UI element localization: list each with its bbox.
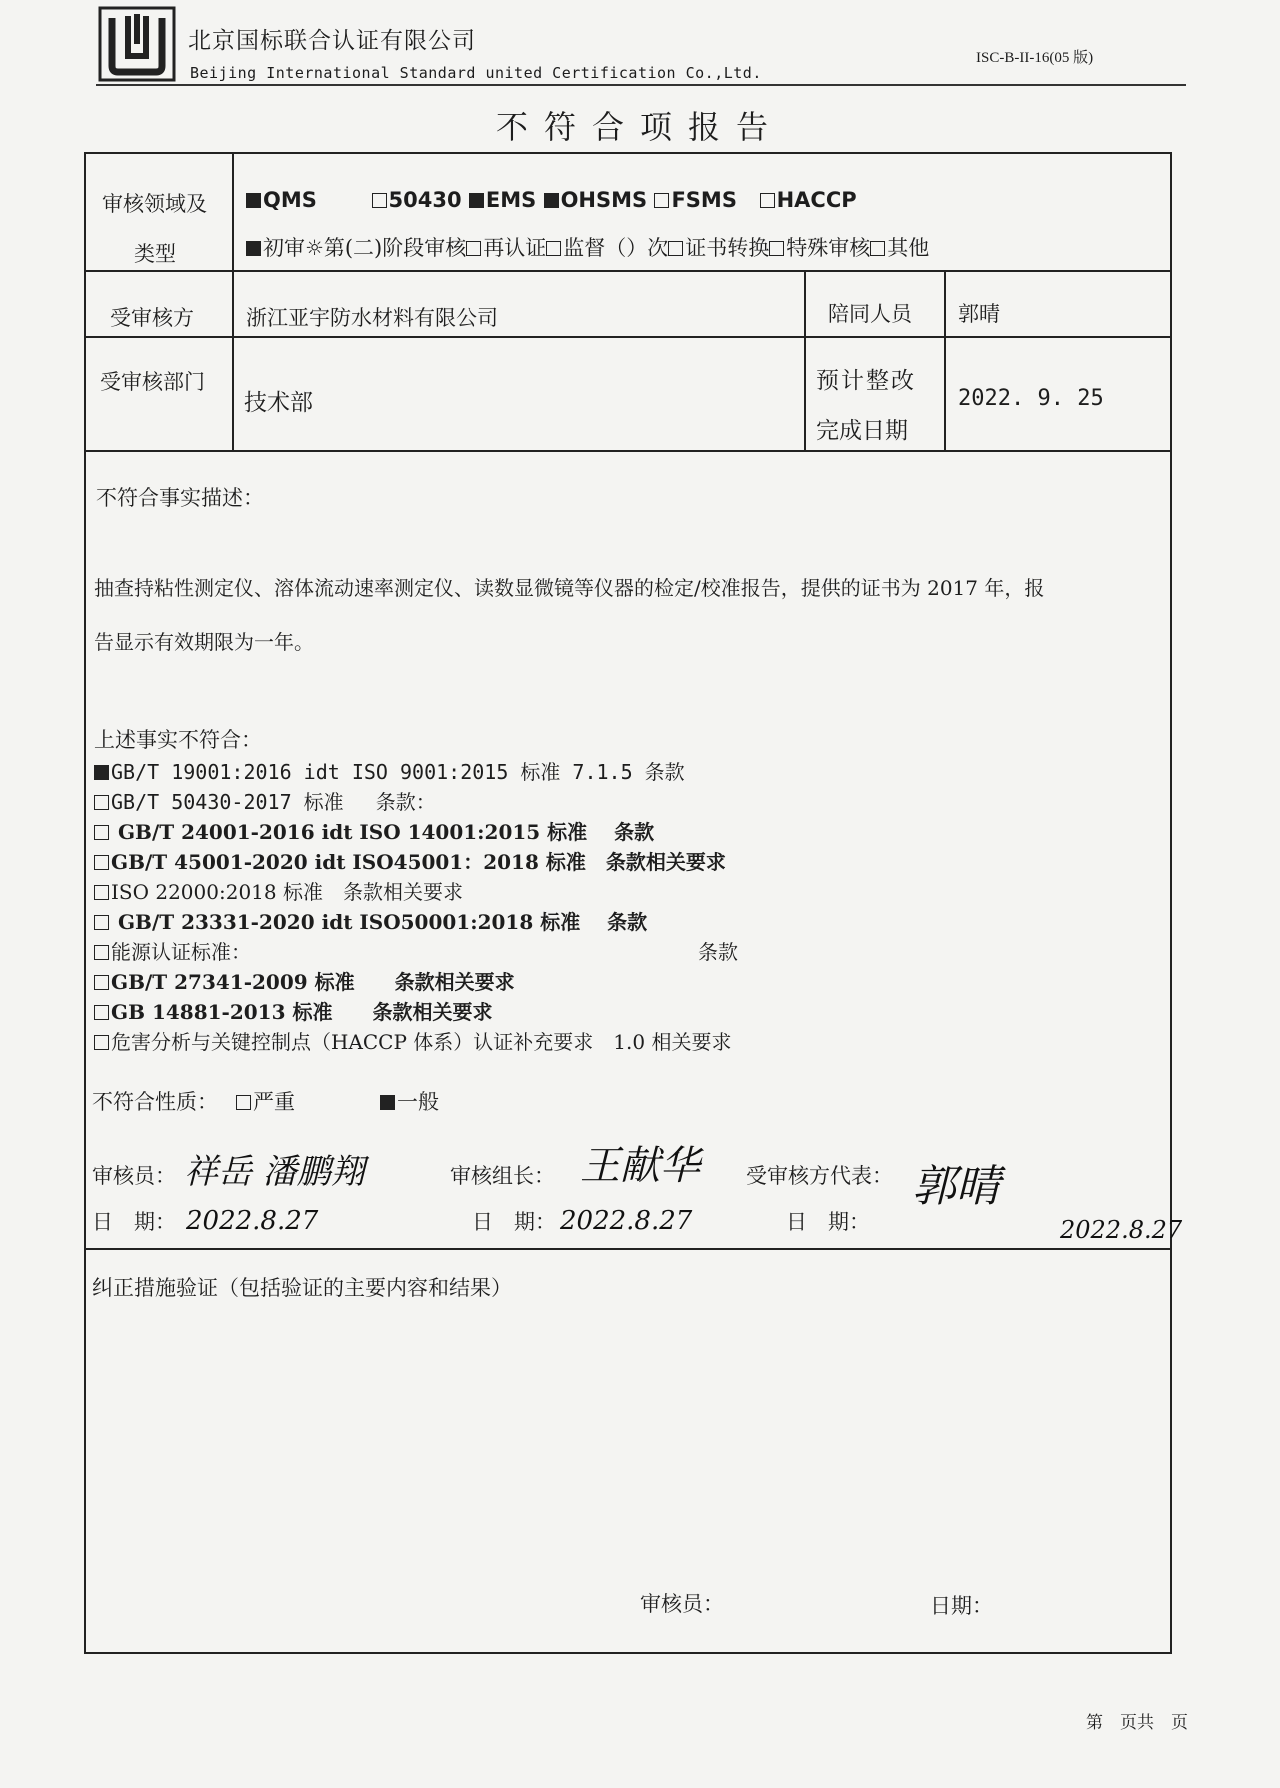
description-label: 不符合事实描述： bbox=[96, 486, 264, 510]
date-label-1: 日 期： bbox=[92, 1210, 176, 1234]
standard-item[interactable]: GB/T 23331-2020 idt ISO50001:2018 标准 条款 bbox=[94, 906, 647, 935]
due-date-label-2: 完成日期 bbox=[816, 418, 908, 444]
date-signature-2: 2022.8.27 bbox=[560, 1206, 693, 1236]
date-signature-3: 2022.8.27 bbox=[1060, 1216, 1183, 1244]
standard-item-suffix: 条款 bbox=[698, 940, 738, 964]
checkbox-checked-icon bbox=[94, 765, 109, 780]
form-code: ISC-B-II-16(05 版) bbox=[976, 50, 1094, 66]
company-name-en: Beijing International Standard united Certification Co.,Ltd. bbox=[190, 64, 762, 82]
type-special-audit[interactable]: 特殊审核 bbox=[769, 236, 870, 260]
sun-marker-icon: ☼ bbox=[305, 236, 324, 260]
rep-signature: 郭晴 bbox=[912, 1161, 1000, 1212]
checkbox-checked-icon bbox=[246, 241, 261, 256]
nature-general[interactable]: 一般 bbox=[380, 1086, 439, 1116]
companion-value: 郭晴 bbox=[958, 302, 1000, 326]
checkbox-empty-icon bbox=[94, 945, 109, 960]
checkbox-empty-icon bbox=[760, 193, 775, 208]
verification-auditor-label: 审核员： bbox=[640, 1592, 724, 1616]
checkbox-checked-icon bbox=[544, 193, 559, 208]
type-recertification[interactable]: 再认证 bbox=[466, 236, 546, 260]
checkbox-checked-icon bbox=[380, 1095, 395, 1110]
due-date-label: 预计整改 bbox=[816, 368, 916, 394]
row-divider bbox=[84, 1248, 1172, 1250]
domain-50430[interactable]: 50430 bbox=[372, 188, 462, 212]
standard-item[interactable]: GB/T 24001-2016 idt ISO 14001:2015 标准 条款 bbox=[94, 816, 654, 845]
auditor-signature: 祥岳 潘鹏翔 bbox=[184, 1152, 365, 1192]
standard-item[interactable]: GB/T 50430-2017 标准 条款： bbox=[94, 786, 436, 815]
checkbox-empty-icon bbox=[546, 241, 561, 256]
standard-item[interactable]: GB 14881-2013 标准 条款相关要求 bbox=[94, 996, 492, 1025]
standard-item[interactable]: 危害分析与关键控制点（HACCP 体系）认证补充要求 1.0 相关要求 bbox=[94, 1026, 731, 1055]
checkbox-empty-icon bbox=[769, 241, 784, 256]
col-divider bbox=[232, 152, 234, 450]
checkbox-empty-icon bbox=[94, 1035, 109, 1050]
isc-logo-icon bbox=[98, 6, 176, 82]
department-label: 受审核部门 bbox=[100, 370, 205, 394]
checkbox-empty-icon bbox=[94, 915, 109, 930]
row-divider bbox=[84, 270, 1172, 272]
row-divider bbox=[84, 450, 1172, 452]
verification-date-label: 日期： bbox=[930, 1594, 993, 1618]
auditor-label: 审核员： bbox=[92, 1164, 176, 1188]
domain-ohsms[interactable]: OHSMS bbox=[544, 188, 648, 212]
nature-severe[interactable]: 严重 bbox=[236, 1086, 295, 1116]
standard-item[interactable]: ISO 22000:2018 标准 条款相关要求 bbox=[94, 876, 463, 905]
domain-haccp[interactable]: HACCP bbox=[760, 188, 857, 212]
auditee-value: 浙江亚宇防水材料有限公司 bbox=[246, 306, 498, 330]
audit-types bbox=[246, 232, 929, 262]
checkbox-empty-icon bbox=[94, 1005, 109, 1020]
company-name-cn: 北京国标联合认证有限公司 bbox=[188, 28, 476, 54]
standards-label: 上述事实不符合： bbox=[94, 728, 262, 752]
domain-ems[interactable]: EMS bbox=[469, 188, 536, 212]
leader-label: 审核组长： bbox=[450, 1164, 555, 1188]
description-line-2: 告显示有效期限为一年。 bbox=[94, 630, 314, 654]
leader-signature: 王献华 bbox=[580, 1143, 700, 1189]
col-divider bbox=[804, 270, 806, 450]
document-title: 不符合项报告 bbox=[495, 108, 784, 146]
nature-label: 不符合性质： bbox=[92, 1090, 218, 1114]
checkbox-empty-icon bbox=[94, 795, 109, 810]
type-initial[interactable]: 初审 bbox=[246, 236, 305, 260]
standard-item[interactable]: GB/T 27341-2009 标准 条款相关要求 bbox=[94, 966, 515, 995]
type-stage-two[interactable]: ☼第(二)阶段审核 bbox=[305, 236, 467, 260]
checkbox-checked-icon bbox=[469, 193, 484, 208]
checkbox-empty-icon bbox=[94, 855, 109, 870]
date-label-3: 日 期： bbox=[786, 1210, 870, 1234]
auditee-label: 受审核方 bbox=[110, 306, 194, 330]
checkbox-empty-icon bbox=[94, 825, 109, 840]
department-value: 技术部 bbox=[244, 390, 313, 416]
checkbox-empty-icon bbox=[94, 885, 109, 900]
type-certificate-transfer[interactable]: 证书转换 bbox=[668, 236, 769, 260]
companion-label: 陪同人员 bbox=[828, 302, 912, 326]
description-line-1: 抽查持粘性测定仪、溶体流动速率测定仪、读数显微镜等仪器的检定/校准报告，提供的证书为 2017 年，报 bbox=[94, 576, 1045, 600]
standard-item[interactable]: 能源认证标准： bbox=[94, 936, 251, 965]
checkbox-empty-icon bbox=[668, 241, 683, 256]
checkbox-empty-icon bbox=[94, 975, 109, 990]
checkbox-empty-icon bbox=[372, 193, 387, 208]
due-date-value: 2022. 9. 25 bbox=[958, 386, 1104, 411]
checkbox-checked-icon bbox=[246, 193, 261, 208]
date-label-2: 日 期： bbox=[472, 1210, 556, 1234]
audit-domains bbox=[246, 188, 857, 212]
rep-label: 受审核方代表： bbox=[746, 1164, 893, 1188]
checkbox-empty-icon bbox=[654, 193, 669, 208]
checkbox-empty-icon bbox=[466, 241, 481, 256]
page-number: 第 页共 页 bbox=[1086, 1713, 1188, 1733]
type-other[interactable]: 其他 bbox=[870, 236, 929, 260]
audit-scope-label-2: 类型 bbox=[134, 242, 176, 266]
date-signature-1: 2022.8.27 bbox=[186, 1206, 319, 1236]
verification-label: 纠正措施验证（包括验证的主要内容和结果） bbox=[92, 1276, 512, 1300]
checkbox-empty-icon bbox=[870, 241, 885, 256]
standard-item[interactable]: GB/T 45001-2020 idt ISO45001：2018 标准 条款相关要求 bbox=[94, 846, 726, 875]
checkbox-empty-icon bbox=[236, 1095, 251, 1110]
standard-item[interactable]: GB/T 19001:2016 idt ISO 9001:2015 标准 7.1.5 条款 bbox=[94, 756, 685, 785]
header-rule bbox=[96, 84, 1186, 86]
row-divider bbox=[84, 336, 1172, 338]
audit-scope-label: 审核领域及 bbox=[102, 192, 207, 216]
type-surveillance[interactable]: 监督（）次 bbox=[546, 236, 668, 260]
col-divider bbox=[944, 270, 946, 450]
domain-qms[interactable]: QMS bbox=[246, 188, 317, 212]
domain-fsms[interactable]: FSMS bbox=[654, 188, 737, 212]
